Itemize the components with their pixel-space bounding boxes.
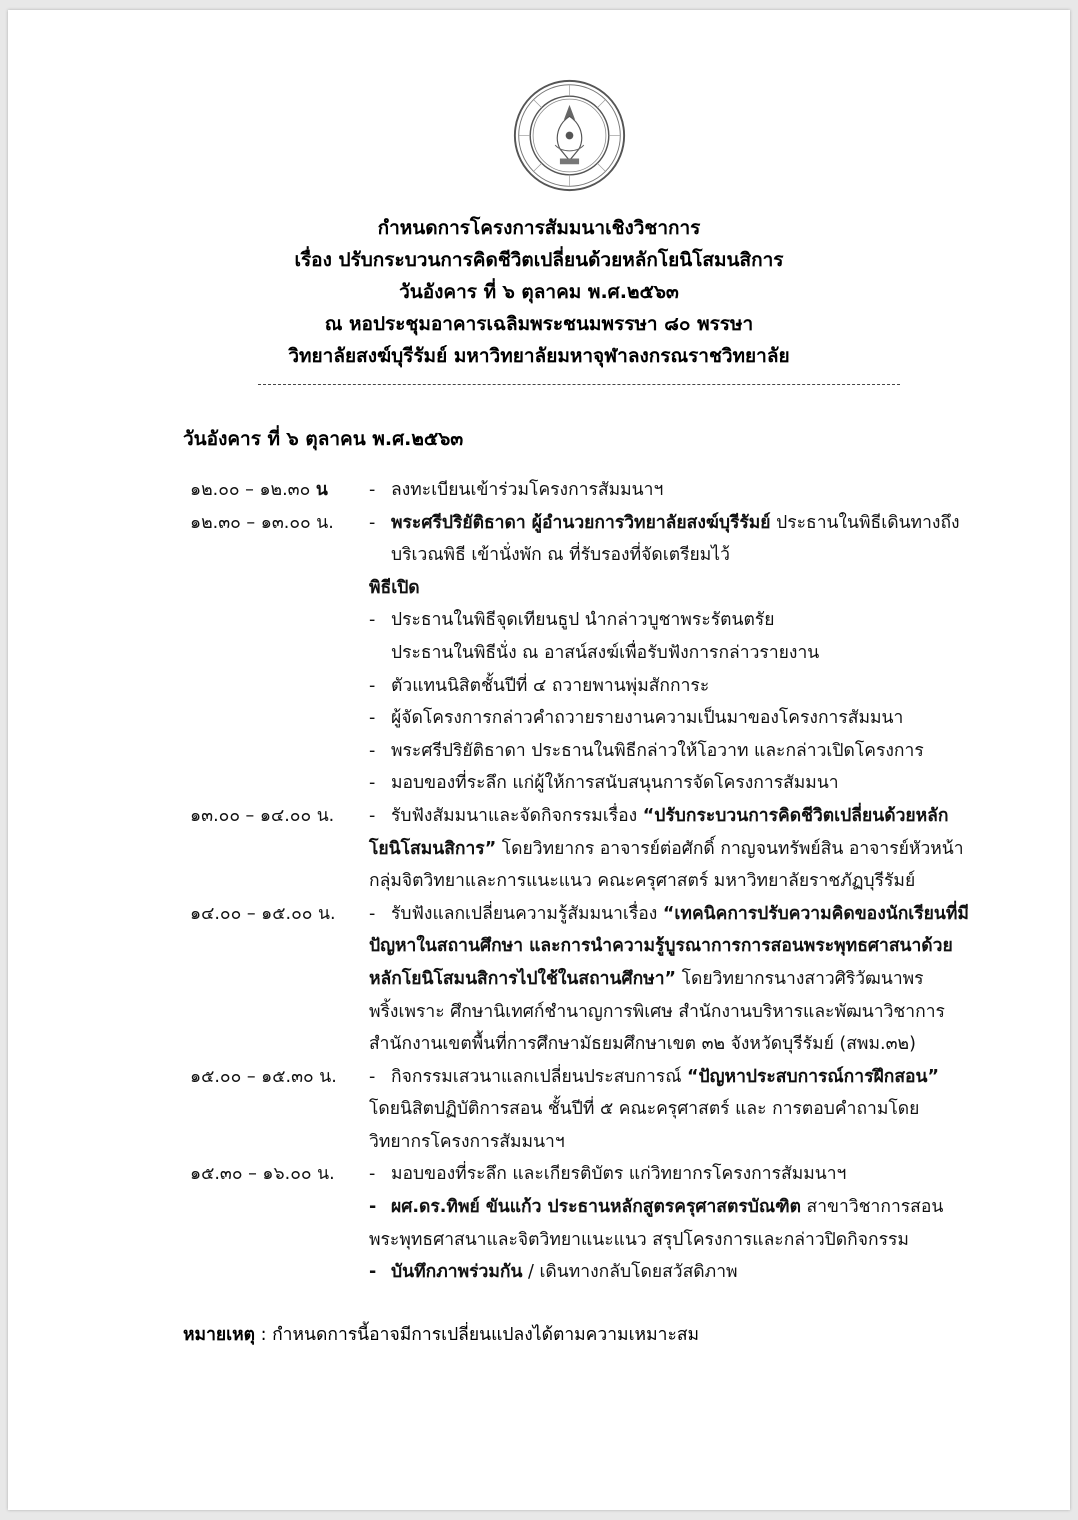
schedule-item-cont: ประธานในพิธีนั่ง ณ อาสน์สงฆ์เพื่อรับฟังการกล่าวรายงาน <box>391 642 820 663</box>
remark-label: หมายเหตุ <box>183 1325 256 1345</box>
header-topic: เรื่อง ปรับกระบวนการคิดชีวิตเปลี่ยนด้วยหลักโยนิโสมนสิการ <box>294 249 784 271</box>
schedule <box>0 474 1078 1289</box>
schedule-item-cont: ปัญหาในสถานศึกษา และการนำความรู้บูรณาการการสอนพระพุทธศาสนาด้วย <box>369 936 953 957</box>
header-date: วันอังคาร ที่ ๖ ตุลาคม พ.ศ.๒๕๖๓ <box>399 281 679 303</box>
schedule-item: - ผศ.ดร.ทิพย์ ขันแก้ว ประธานหลักสูตรครุศาสตรบัณฑิต สาขาวิชาการสอน <box>369 1197 944 1218</box>
schedule-item-cont: พริ้งเพราะ ศึกษานิเทศก์ชำนาญการพิเศษ สำนักงานบริหารและพัฒนาวิชาการ <box>369 1001 945 1022</box>
schedule-item-cont: โดยนิสิตปฏิบัติการสอน ชั้นปีที่ ๕ คณะครุศาสตร์ และ การตอบคำถามโดย <box>369 1099 920 1120</box>
schedule-item-cont: หลักโยนิโสมนสิการไปใช้ในสถานศึกษา” โดยวิทยากรนางสาวศิริวัฒนาพร <box>369 968 924 989</box>
schedule-row <box>0 1061 1078 1159</box>
schedule-item-cont: วิทยากรโครงการสัมมนาฯ <box>369 1131 565 1152</box>
time-slot: ๑๕.๐๐ – ๑๕.๓๐ น. <box>190 1066 337 1087</box>
schedule-item-cont: พระพุทธศาสนาและจิตวิทยาแนะแนว สรุปโครงการและกล่าวปิดกิจกรรม <box>369 1229 909 1250</box>
schedule-item: - ประธานในพิธีจุดเทียนธูป นำกล่าวบูชาพระรัตนตรัย <box>369 610 775 631</box>
schedule-item: - รับฟังสัมมนาและจัดกิจกรรมเรื่อง “ปรับกระบวนการคิดชีวิตเปลี่ยนด้วยหลัก <box>369 805 949 826</box>
schedule-item: - ตัวแทนนิสิตชั้นปีที่ ๔ ถวายพานพุ่มสักการะ <box>369 675 710 696</box>
day-heading: วันอังคาร ที่ ๖ ตุลาคน พ.ศ.๒๕๖๓ <box>183 428 464 450</box>
schedule-item: - กิจกรรมเสวนาแลกเปลี่ยนประสบการณ์ “ปัญหาประสบการณ์การฝึกสอน” <box>369 1066 939 1087</box>
schedule-item-cont: กลุ่มจิตวิทยาและการแนะแนว คณะครุศาสตร์ มหาวิทยาลัยราชภัฏบุรีรัมย์ <box>369 871 916 892</box>
time-slot: ๑๕.๓๐ – ๑๖.๐๐ น. <box>190 1164 335 1185</box>
opening-ceremony-heading: พิธีเปิด <box>369 577 420 598</box>
header-title: กำหนดการโครงการสัมมนาเชิงวิชาการ <box>377 217 701 239</box>
schedule-item-cont: โยนิโสมนสิการ” โดยวิทยากร อาจารย์ต่อศักดิ์ กาญจนทรัพย์สิน อาจารย์หัวหน้า <box>369 838 964 859</box>
schedule-row <box>0 474 1078 507</box>
schedule-item: - พระศรีปริยัติธาดา ผู้อำนวยการวิทยาลัยสงฆ์บุรีรัมย์ ประธานในพิธีเดินทางถึง <box>369 512 960 533</box>
schedule-item: - พระศรีปริยัติธาดา ประธานในพิธีกล่าวให้โอวาท และกล่าวเปิดโครงการ <box>369 740 924 761</box>
schedule-item: - มอบของที่ระลึก และเกียรติบัตร แก่วิทยากรโครงการสัมมนาฯ <box>369 1164 847 1185</box>
schedule-item-cont: บริเวณพิธี เข้านั่งพัก ณ ที่รับรองที่จัดเตรียมไว้ <box>391 545 730 566</box>
remark-text: กำหนดการนี้อาจมีการเปลี่ยนแปลงได้ตามความเหมาะสม <box>272 1325 700 1345</box>
schedule-item: - บันทึกภาพร่วมกัน / เดินทางกลับโดยสวัสดิภาพ <box>369 1262 738 1283</box>
schedule-item: - ลงทะเบียนเข้าร่วมโครงการสัมมนาฯ <box>369 480 664 500</box>
time-slot: ๑๒.๓๐ – ๑๓.๐๐ น. <box>190 512 334 533</box>
schedule-row <box>0 800 1078 898</box>
university-seal-logo <box>512 78 627 193</box>
dashed-divider <box>258 384 900 385</box>
schedule-item-cont: สำนักงานเขตพื้นที่การศึกษามัธยมศึกษาเขต ๓๒ จังหวัดบุรีรัมย์ (สพม.๓๒) <box>369 1034 916 1055</box>
schedule-row <box>0 507 1078 800</box>
schedule-item: - รับฟังแลกเปลี่ยนความรู้สัมมนาเรื่อง “เทคนิคการปรับความคิดของนักเรียนที่มี <box>369 903 969 924</box>
time-slot: ๑๒.๐๐ – ๑๒.๓๐ น <box>190 480 328 500</box>
time-slot: ๑๓.๐๐ – ๑๔.๐๐ น. <box>190 805 335 826</box>
schedule-row <box>0 898 1078 1061</box>
remark: หมายเหตุ : กำหนดการนี้อาจมีการเปลี่ยนแปลงได้ตามความเหมาะสม <box>183 1325 700 1345</box>
document-header <box>0 212 1078 372</box>
schedule-item: - มอบของที่ระลึก แก่ผู้ให้การสนับสนุนการจัดโครงการสัมมนา <box>369 773 839 794</box>
schedule-item: - ผู้จัดโครงการกล่าวคำถวายรายงานความเป็นมาของโครงการสัมมนา <box>369 708 904 729</box>
schedule-row <box>0 1158 1078 1288</box>
header-institution: วิทยาลัยสงฆ์บุรีรัมย์ มหาวิทยาลัยมหาจุฬาลงกรณราชวิทยาลัย <box>288 345 790 367</box>
time-slot: ๑๔.๐๐ – ๑๕.๐๐ น. <box>190 903 336 924</box>
header-venue: ณ หอประชุมอาคารเฉลิมพระชนมพรรษา ๘๐ พรรษา <box>324 313 754 335</box>
